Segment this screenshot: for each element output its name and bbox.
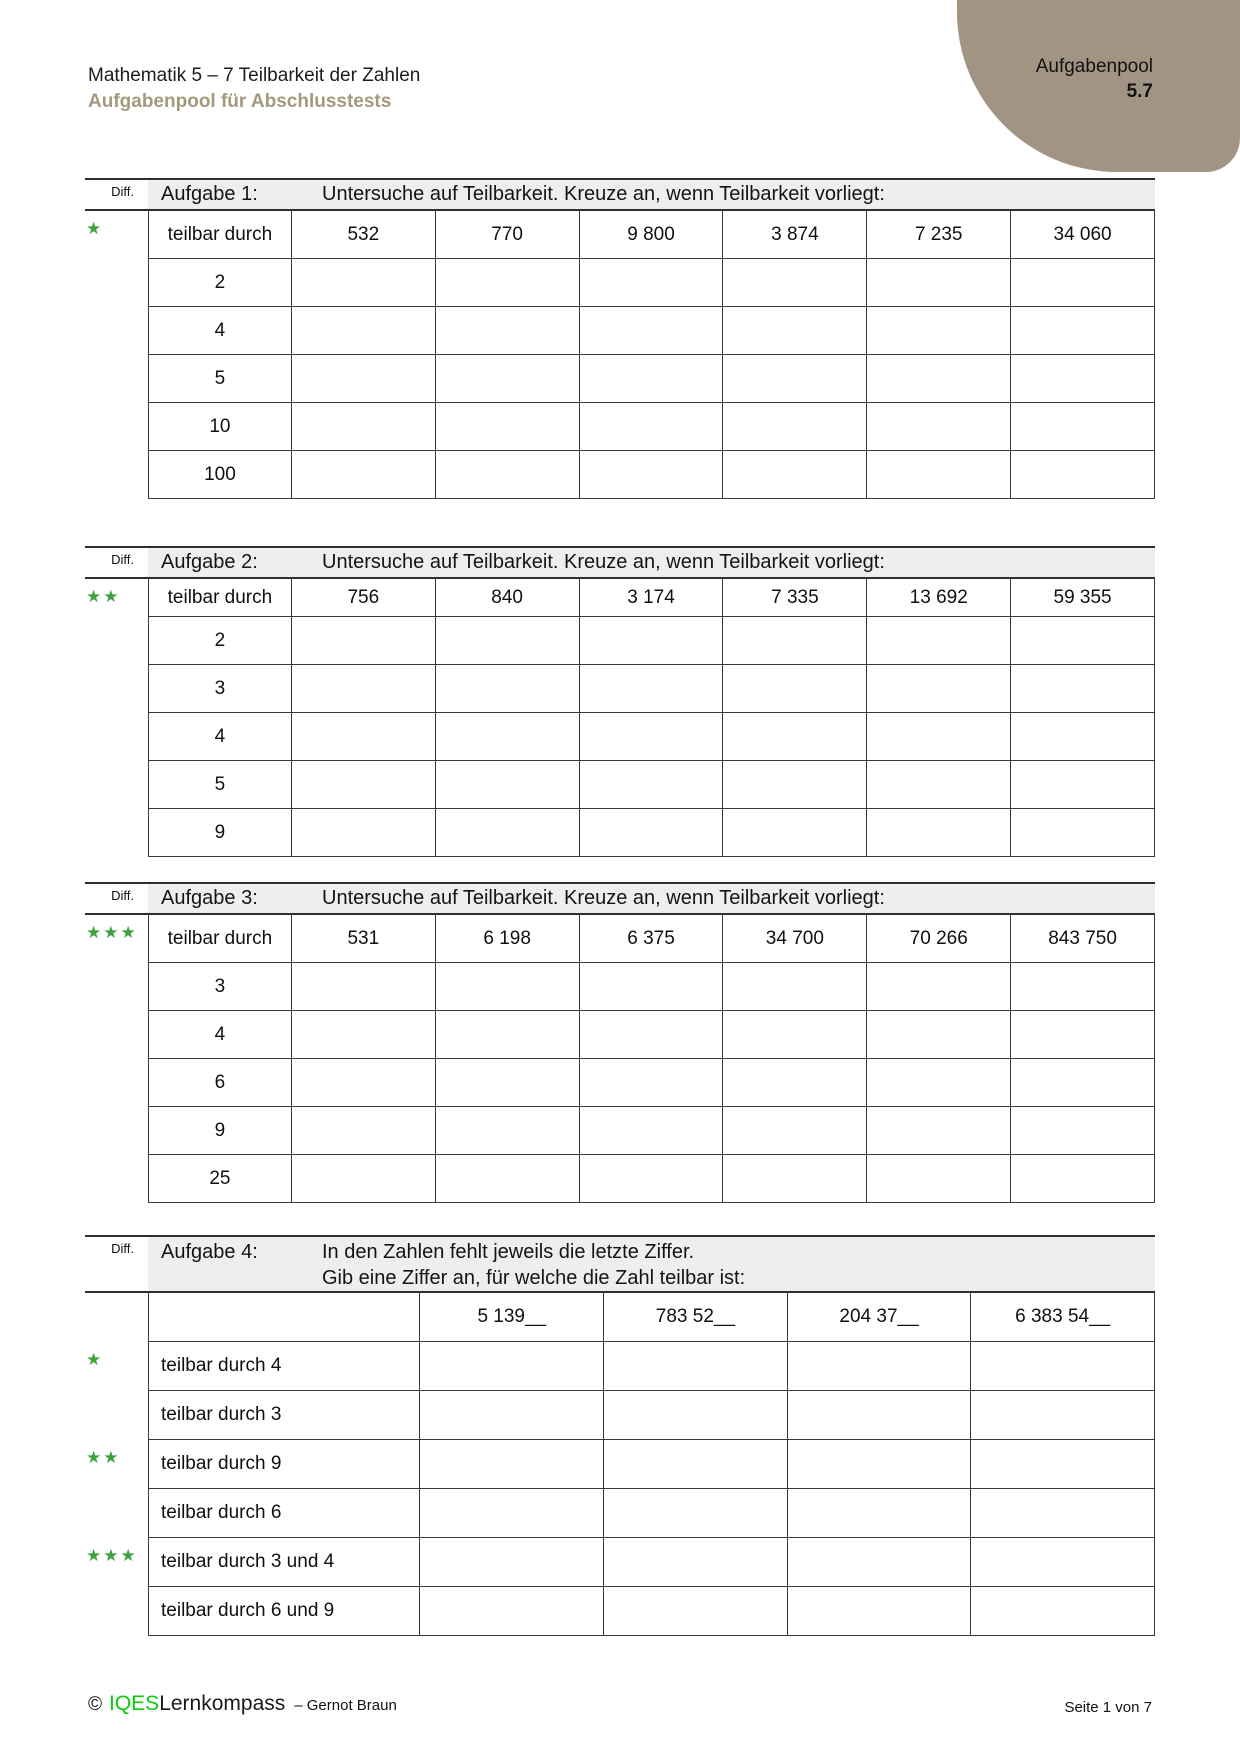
answer-cell [292, 1011, 436, 1059]
difficulty-stars: ★★★ [86, 923, 138, 942]
corner-number: 5.7 [1126, 81, 1153, 102]
task-3-header [85, 882, 1155, 915]
answer-cell [436, 665, 580, 713]
answer-cell [436, 761, 580, 809]
answer-cell [436, 1107, 580, 1155]
answer-cell [1011, 403, 1155, 451]
page-header [88, 64, 420, 114]
answer-cell [867, 451, 1011, 499]
answer-cell [436, 713, 580, 761]
corner-label: Aufgabenpool [1035, 56, 1153, 77]
answer-cell [971, 1538, 1155, 1587]
row-header-cell: teilbar durch [149, 211, 292, 259]
answer-cell [1011, 1155, 1155, 1203]
answer-cell [604, 1538, 788, 1587]
answer-cell [971, 1587, 1155, 1636]
answer-cell [723, 1155, 867, 1203]
answer-cell [436, 403, 580, 451]
answer-cell [580, 355, 724, 403]
task-4-header [85, 1235, 1155, 1293]
answer-cell [420, 1538, 604, 1587]
divisor-cell: 5 [149, 761, 292, 809]
answer-cell [580, 617, 724, 665]
answer-cell [867, 307, 1011, 355]
answer-cell [292, 761, 436, 809]
answer-cell [604, 1391, 788, 1440]
difficulty-label: Diff. [85, 548, 148, 577]
answer-cell [580, 713, 724, 761]
divisor-cell: 100 [149, 451, 292, 499]
answer-cell [723, 617, 867, 665]
answer-cell [723, 665, 867, 713]
answer-cell [867, 259, 1011, 307]
divisor-cell: 25 [149, 1155, 292, 1203]
divisor-cell: 4 [149, 1011, 292, 1059]
answer-cell [723, 809, 867, 857]
corner-badge [957, 0, 1240, 172]
answer-cell [971, 1391, 1155, 1440]
answer-cell [292, 665, 436, 713]
answer-cell [436, 1059, 580, 1107]
answer-cell [292, 809, 436, 857]
answer-cell [723, 259, 867, 307]
footer-author: – Gernot Braun [294, 1697, 397, 1714]
divisor-cell: 10 [149, 403, 292, 451]
answer-cell [580, 403, 724, 451]
answer-cell [604, 1342, 788, 1391]
divisor-cell: 2 [149, 259, 292, 307]
difficulty-stars: ★★★ [86, 1546, 138, 1565]
label-cell: teilbar durch 6 [149, 1489, 420, 1538]
divisor-cell: 4 [149, 307, 292, 355]
number-cell: 5 139__ [420, 1293, 604, 1342]
number-cell: 9 800 [580, 211, 724, 259]
number-cell: 7 235 [867, 211, 1011, 259]
answer-cell [723, 761, 867, 809]
answer-cell [1011, 1107, 1155, 1155]
difficulty-label: Diff. [85, 884, 148, 913]
number-cell: 3 874 [723, 211, 867, 259]
task-1-table [148, 211, 1155, 499]
task-2-title-bar [148, 548, 1155, 577]
task-3-table [148, 915, 1155, 1203]
number-cell: 531 [292, 915, 436, 963]
divisor-cell: 9 [149, 809, 292, 857]
answer-cell [420, 1440, 604, 1489]
answer-cell [580, 809, 724, 857]
answer-cell [867, 1107, 1011, 1155]
answer-cell [723, 307, 867, 355]
answer-cell [971, 1440, 1155, 1489]
number-cell: 840 [436, 579, 580, 617]
answer-cell [1011, 451, 1155, 499]
answer-cell [580, 1107, 724, 1155]
difficulty-stars: ★★ [86, 587, 121, 606]
task-instruction-line1: In den Zahlen fehlt jeweils die letzte Ziffer. [322, 1241, 695, 1263]
answer-cell [1011, 1059, 1155, 1107]
task-instruction: Untersuche auf Teilbarkeit. Kreuze an, wenn Teilbarkeit vorliegt: [322, 887, 885, 909]
difficulty-column [85, 1293, 148, 1636]
footer [88, 1692, 397, 1716]
difficulty-stars: ★★ [86, 1448, 121, 1467]
difficulty-column [85, 579, 148, 857]
task-title: Aufgabe 2: [161, 551, 258, 573]
answer-cell [867, 403, 1011, 451]
answer-cell [867, 665, 1011, 713]
task-instruction-line2: Gib eine Ziffer an, für welche die Zahl teilbar ist: [322, 1267, 746, 1289]
task-title: Aufgabe 1: [161, 183, 258, 205]
answer-cell [1011, 665, 1155, 713]
answer-cell [580, 1155, 724, 1203]
answer-cell [420, 1342, 604, 1391]
answer-cell [420, 1391, 604, 1440]
divisor-cell: 4 [149, 713, 292, 761]
answer-cell [292, 713, 436, 761]
row-header-cell: teilbar durch [149, 579, 292, 617]
answer-cell [867, 1011, 1011, 1059]
answer-cell [580, 963, 724, 1011]
answer-cell [867, 809, 1011, 857]
answer-cell [604, 1587, 788, 1636]
answer-cell [723, 355, 867, 403]
answer-cell [580, 665, 724, 713]
answer-cell [436, 809, 580, 857]
task-3 [85, 882, 1155, 1203]
number-cell: 59 355 [1011, 579, 1155, 617]
answer-cell [420, 1587, 604, 1636]
answer-cell [292, 403, 436, 451]
divisor-cell: 3 [149, 665, 292, 713]
label-cell: teilbar durch 3 [149, 1391, 420, 1440]
answer-cell [580, 307, 724, 355]
divisor-cell: 6 [149, 1059, 292, 1107]
number-cell: 843 750 [1011, 915, 1155, 963]
task-instruction: Untersuche auf Teilbarkeit. Kreuze an, wenn Teilbarkeit vorliegt: [322, 551, 885, 573]
answer-cell [292, 617, 436, 665]
page-subtitle: Aufgabenpool für Abschlusstests [88, 91, 392, 112]
answer-cell [436, 1011, 580, 1059]
answer-cell [436, 259, 580, 307]
number-cell: 6 198 [436, 915, 580, 963]
task-4-title-bar [148, 1237, 1155, 1291]
number-cell: 34 060 [1011, 211, 1155, 259]
number-cell: 34 700 [723, 915, 867, 963]
answer-cell [580, 1059, 724, 1107]
page-number: Seite 1 von 7 [1064, 1699, 1152, 1716]
answer-cell [867, 355, 1011, 403]
difficulty-column [85, 211, 148, 499]
answer-cell [436, 355, 580, 403]
answer-cell [867, 617, 1011, 665]
answer-cell [867, 761, 1011, 809]
brand-lernkompass: Lernkompass [159, 1692, 286, 1715]
task-title: Aufgabe 4: [161, 1241, 258, 1263]
number-cell: 13 692 [867, 579, 1011, 617]
answer-cell [723, 1011, 867, 1059]
answer-cell [723, 1059, 867, 1107]
answer-cell [1011, 1011, 1155, 1059]
answer-cell [788, 1489, 972, 1538]
answer-cell [723, 403, 867, 451]
answer-cell [788, 1391, 972, 1440]
answer-cell [292, 1107, 436, 1155]
answer-cell [1011, 307, 1155, 355]
answer-cell [1011, 617, 1155, 665]
task-2-table [148, 579, 1155, 857]
copyright-icon: © [88, 1694, 102, 1715]
task-4 [85, 1235, 1155, 1636]
answer-cell [436, 963, 580, 1011]
answer-cell [971, 1342, 1155, 1391]
number-cell: 70 266 [867, 915, 1011, 963]
number-cell: 3 174 [580, 579, 724, 617]
answer-cell [580, 451, 724, 499]
answer-cell [788, 1587, 972, 1636]
answer-cell [1011, 963, 1155, 1011]
number-cell: 770 [436, 211, 580, 259]
answer-cell [867, 713, 1011, 761]
task-2 [85, 546, 1155, 857]
task-1-header [85, 178, 1155, 211]
number-cell: 532 [292, 211, 436, 259]
task-2-header [85, 546, 1155, 579]
difficulty-label: Diff. [85, 180, 148, 209]
difficulty-stars: ★ [86, 219, 104, 238]
number-cell: 6 375 [580, 915, 724, 963]
task-1-title-bar [148, 180, 1155, 209]
task-1 [85, 178, 1155, 499]
answer-cell [292, 451, 436, 499]
divisor-cell: 3 [149, 963, 292, 1011]
row-header-cell: teilbar durch [149, 915, 292, 963]
answer-cell [292, 963, 436, 1011]
label-cell: teilbar durch 3 und 4 [149, 1538, 420, 1587]
answer-cell [788, 1342, 972, 1391]
task-title: Aufgabe 3: [161, 887, 258, 909]
answer-cell [292, 259, 436, 307]
page-title: Mathematik 5 – 7 Teilbarkeit der Zahlen [88, 65, 421, 86]
difficulty-label: Diff. [85, 1237, 148, 1291]
answer-cell [867, 963, 1011, 1011]
corner-cell [149, 1293, 420, 1342]
difficulty-stars: ★ [86, 1350, 104, 1369]
answer-cell [436, 307, 580, 355]
answer-cell [1011, 355, 1155, 403]
number-cell: 204 37__ [788, 1293, 972, 1342]
difficulty-column [85, 915, 148, 1203]
answer-cell [292, 1155, 436, 1203]
number-cell: 7 335 [723, 579, 867, 617]
answer-cell [580, 761, 724, 809]
number-cell: 756 [292, 579, 436, 617]
answer-cell [292, 307, 436, 355]
label-cell: teilbar durch 6 und 9 [149, 1587, 420, 1636]
divisor-cell: 2 [149, 617, 292, 665]
answer-cell [1011, 761, 1155, 809]
label-cell: teilbar durch 9 [149, 1440, 420, 1489]
answer-cell [604, 1440, 788, 1489]
answer-cell [1011, 713, 1155, 761]
answer-cell [292, 355, 436, 403]
answer-cell [1011, 809, 1155, 857]
answer-cell [788, 1538, 972, 1587]
answer-cell [292, 1059, 436, 1107]
divisor-cell: 5 [149, 355, 292, 403]
answer-cell [867, 1155, 1011, 1203]
answer-cell [604, 1489, 788, 1538]
answer-cell [723, 451, 867, 499]
answer-cell [723, 1107, 867, 1155]
answer-cell [580, 259, 724, 307]
answer-cell [788, 1440, 972, 1489]
answer-cell [723, 963, 867, 1011]
number-cell: 6 383 54__ [971, 1293, 1155, 1342]
answer-cell [436, 451, 580, 499]
task-4-table [148, 1293, 1155, 1636]
answer-cell [420, 1489, 604, 1538]
task-instruction: Untersuche auf Teilbarkeit. Kreuze an, wenn Teilbarkeit vorliegt: [322, 183, 885, 205]
answer-cell [867, 1059, 1011, 1107]
divisor-cell: 9 [149, 1107, 292, 1155]
answer-cell [436, 1155, 580, 1203]
answer-cell [1011, 259, 1155, 307]
label-cell: teilbar durch 4 [149, 1342, 420, 1391]
number-cell: 783 52__ [604, 1293, 788, 1342]
task-instruction [322, 1239, 1155, 1291]
answer-cell [580, 1011, 724, 1059]
answer-cell [436, 617, 580, 665]
answer-cell [723, 713, 867, 761]
answer-cell [971, 1489, 1155, 1538]
task-3-title-bar [148, 884, 1155, 913]
brand-iqes: IQES [109, 1692, 160, 1715]
